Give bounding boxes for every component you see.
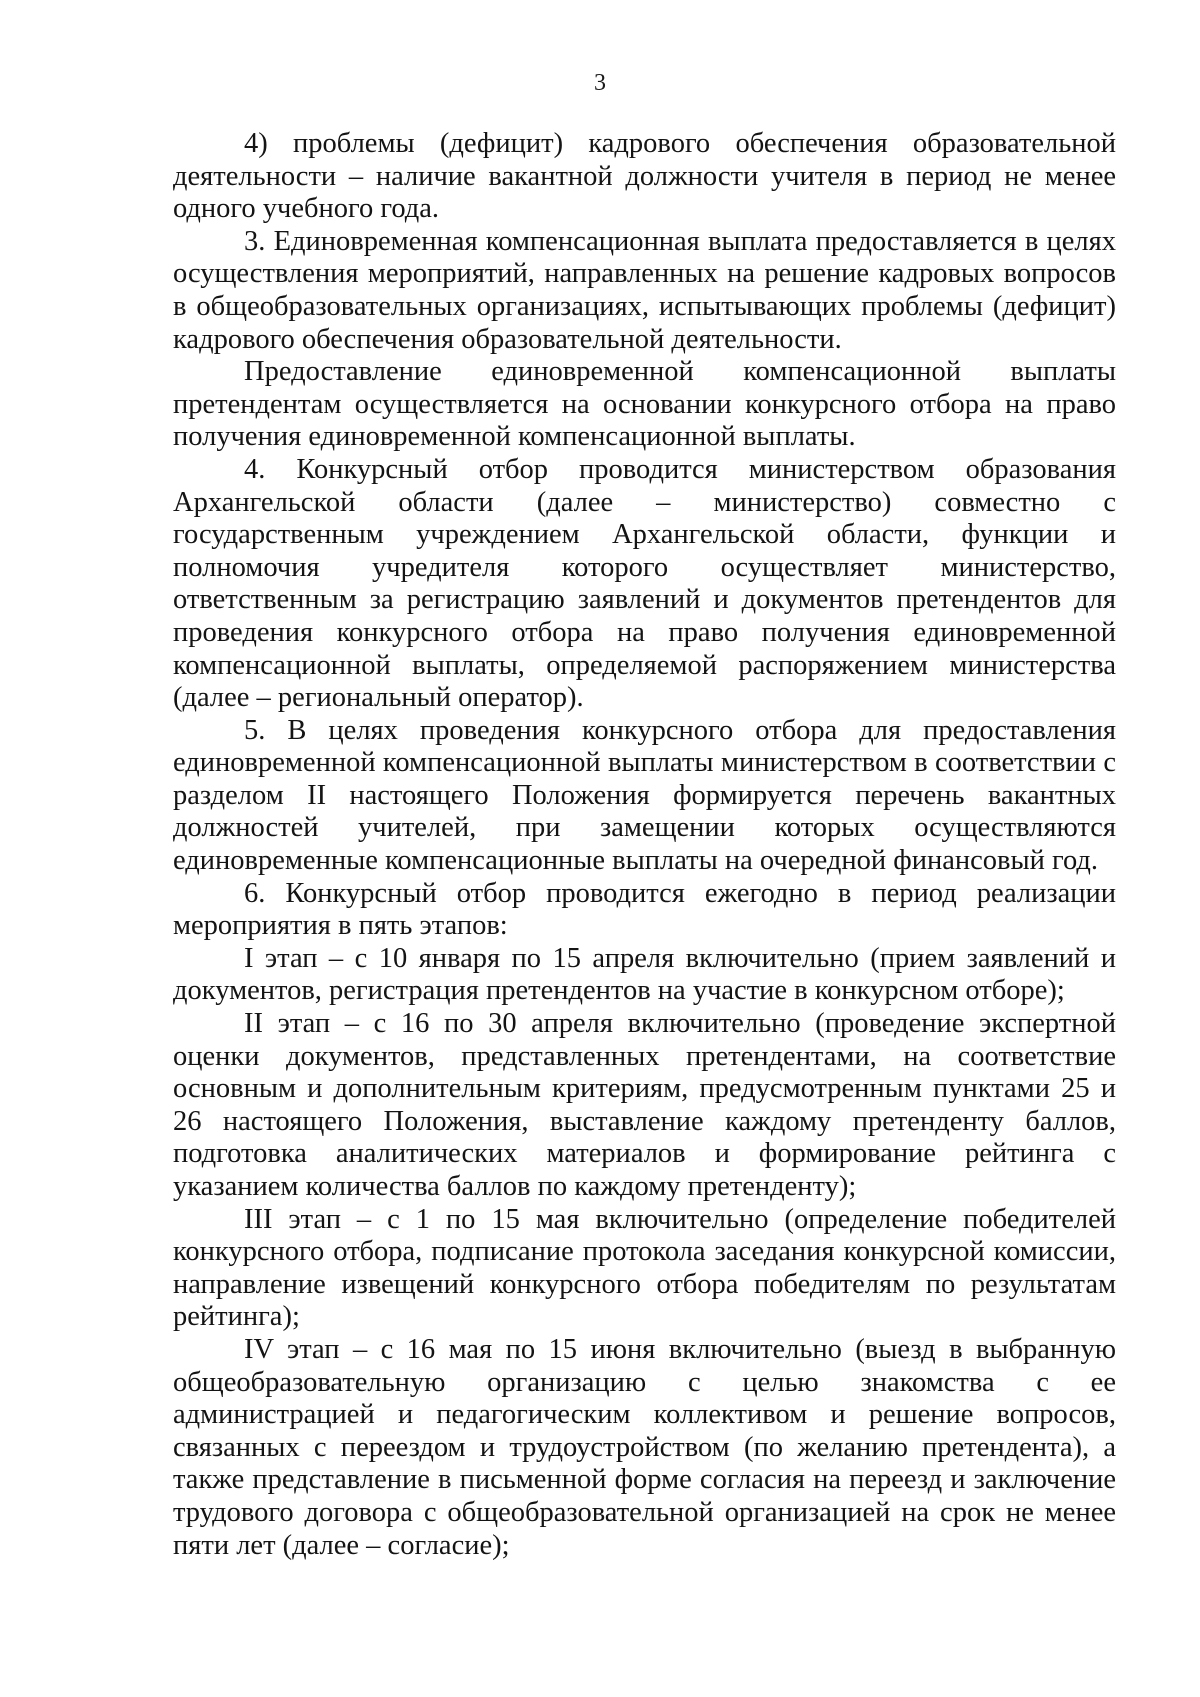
paragraph-stage-3: III этап – с 1 по 15 мая включительно (определение победителей конкурсного отбора, подписание протокола заседания конкурсной комиссии, направление извещений конкурсного отбора победителям по результатам рейтинга); [173,1203,1116,1333]
paragraph-stage-4: IV этап – с 16 мая по 15 июня включительно (выезд в выбранную общеобразовательную организацию с целью знакомства с ее администрацией и педагогическим коллективом и решение вопросов, связанных с переездом и трудоустройством (по желанию претендента), а также представление в письменной форме согласия на переезд и заключение трудового договора с общеобразовательной организацией на срок не менее пяти лет (далее – согласие); [173,1333,1116,1561]
paragraph-clause-4: 4. Конкурсный отбор проводится министерством образования Архангельской области (далее – министерство) совместно с государственным учреждением Архангельской области, функции и полномочия учредителя которого осуществляет министерство, ответственным за регистрацию заявлений и документов претендентов для проведения конкурсного отбора на право получения единовременной компенсационной выплаты, определяемой распоряжением министерства (далее – региональный оператор). [173,453,1116,714]
paragraph-clause-6: 6. Конкурсный отбор проводится ежегодно в период реализации мероприятия в пять этапов: [173,877,1116,942]
page-number: 3 [594,70,606,96]
paragraph-clause-3-continued: Предоставление единовременной компенсационной выплаты претендентам осуществляется на основании конкурсного отбора на право получения единовременной компенсационной выплаты. [173,356,1116,453]
paragraph-item-4-deficit: 4) проблемы (дефицит) кадрового обеспечения образовательной деятельности – наличие вакантной должности учителя в период не менее одного учебного года. [173,128,1116,225]
paragraph-clause-3: 3. Единовременная компенсационная выплата предоставляется в целях осуществления мероприятий, направленных на решение кадровых вопросов в общеобразовательных организациях, испытывающих проблемы (дефицит) кадрового обеспечения образовательной деятельности. [173,225,1116,355]
paragraph-stage-2: II этап – с 16 по 30 апреля включительно (проведение экспертной оценки документов, представленных претендентами, на соответствие основным и дополнительным критериям, предусмотренным пунктами 25 и 26 настоящего Положения, выставление каждому претенденту баллов, подготовка аналитических материалов и формирование рейтинга с указанием количества баллов по каждому претенденту); [173,1008,1116,1202]
paragraph-clause-5: 5. В целях проведения конкурсного отбора для предоставления единовременной компенсационной выплаты министерством в соответствии с разделом II настоящего Положения формируется перечень вакантных должностей учителей, при замещении которых осуществляются единовременные компенсационные выплаты на очередной финансовый год. [173,714,1116,877]
document-body [173,128,1116,1562]
paragraph-stage-1: I этап – с 10 января по 15 апреля включительно (прием заявлений и документов, регистрация претендентов на участие в конкурсном отборе); [173,942,1116,1007]
